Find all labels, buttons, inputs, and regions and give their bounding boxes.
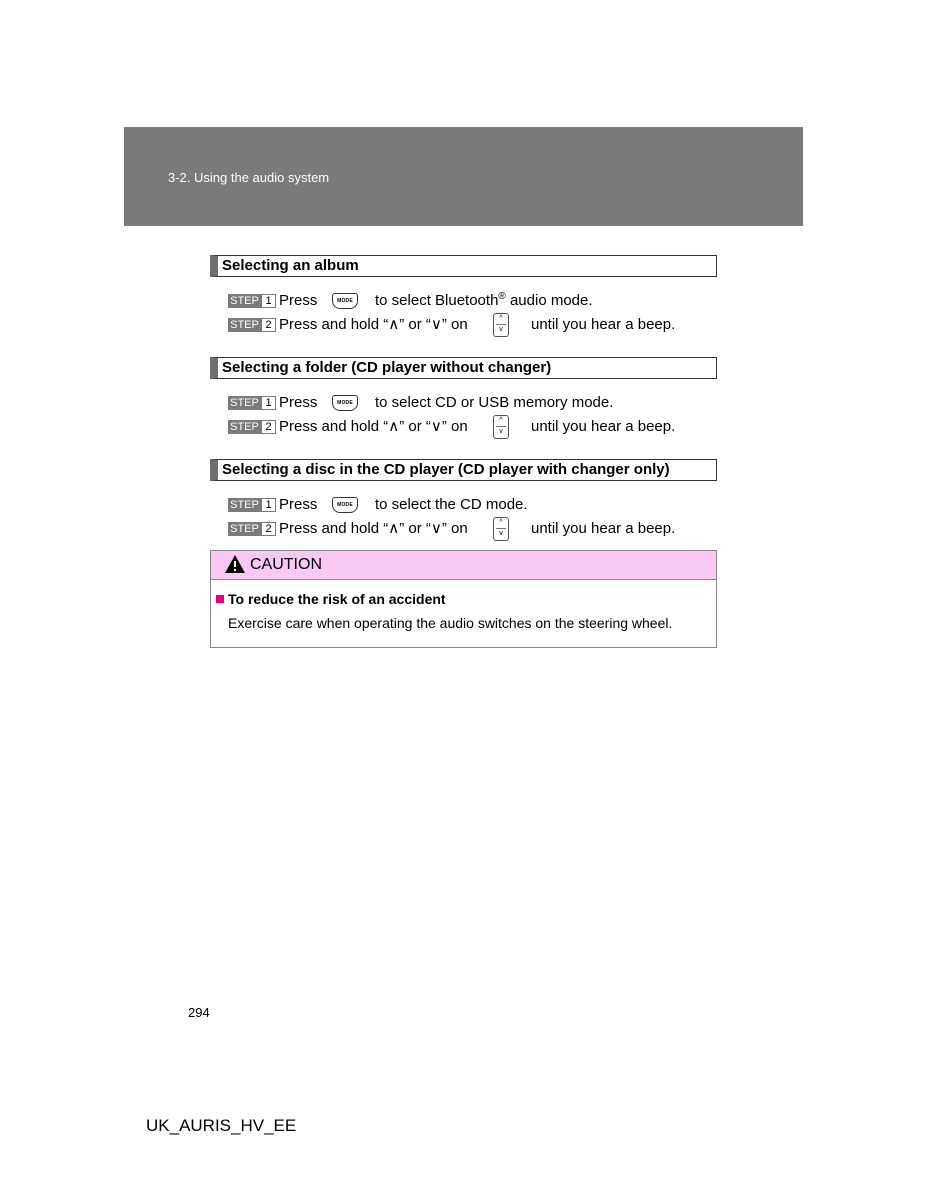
step-text: Press: [279, 292, 318, 309]
page-number: 294: [188, 1005, 210, 1020]
up-down-rocker-icon: ^ v: [493, 517, 509, 541]
step-text: to select Bluetooth® audio mode.: [375, 291, 593, 309]
step-text: Press and hold “∧” or “∨” on: [279, 316, 468, 333]
step-badge: STEP 2: [228, 522, 275, 536]
step-text: until you hear a beep.: [531, 316, 676, 333]
up-down-rocker-icon: ^ v: [493, 313, 509, 337]
bullet-square-icon: [216, 595, 224, 603]
step-text: Press: [279, 496, 318, 513]
up-down-rocker-icon: ^ v: [493, 415, 509, 439]
step-badge: STEP 1: [228, 498, 275, 512]
step-badge: STEP 2: [228, 318, 275, 332]
registered-mark: ®: [498, 291, 506, 302]
step-badge: STEP 2: [228, 420, 275, 434]
step-text: Press and hold “∧” or “∨” on: [279, 418, 468, 435]
mode-button-icon: MODE: [332, 395, 358, 411]
section-title-folder: Selecting a folder (CD player without changer): [210, 357, 717, 379]
section-title-album: Selecting an album: [210, 255, 717, 277]
step-badge: STEP 1: [228, 294, 275, 308]
section-title-disc: Selecting a disc in the CD player (CD player with changer only): [210, 459, 717, 481]
mode-button-icon: MODE: [332, 497, 358, 513]
warning-triangle-icon: [224, 554, 246, 574]
header-band: [124, 127, 803, 226]
step-badge: STEP 1: [228, 396, 275, 410]
caution-header: [211, 551, 716, 580]
caution-subheading: To reduce the risk of an accident: [216, 591, 446, 607]
step-text: Press: [279, 394, 318, 411]
step-text: Press and hold “∧” or “∨” on: [279, 520, 468, 537]
step-text: until you hear a beep.: [531, 418, 676, 435]
section-breadcrumb: 3-2. Using the audio system: [168, 170, 330, 185]
step-text: to select the CD mode.: [375, 496, 528, 513]
caution-box: [210, 550, 717, 648]
caution-title: CAUTION: [250, 556, 322, 573]
step-text: until you hear a beep.: [531, 520, 676, 537]
caution-text: Exercise care when operating the audio switches on the steering wheel.: [228, 615, 673, 631]
step-text: to select CD or USB memory mode.: [375, 394, 614, 411]
mode-button-icon: MODE: [332, 293, 358, 309]
document-code: UK_AURIS_HV_EE: [146, 1116, 297, 1135]
